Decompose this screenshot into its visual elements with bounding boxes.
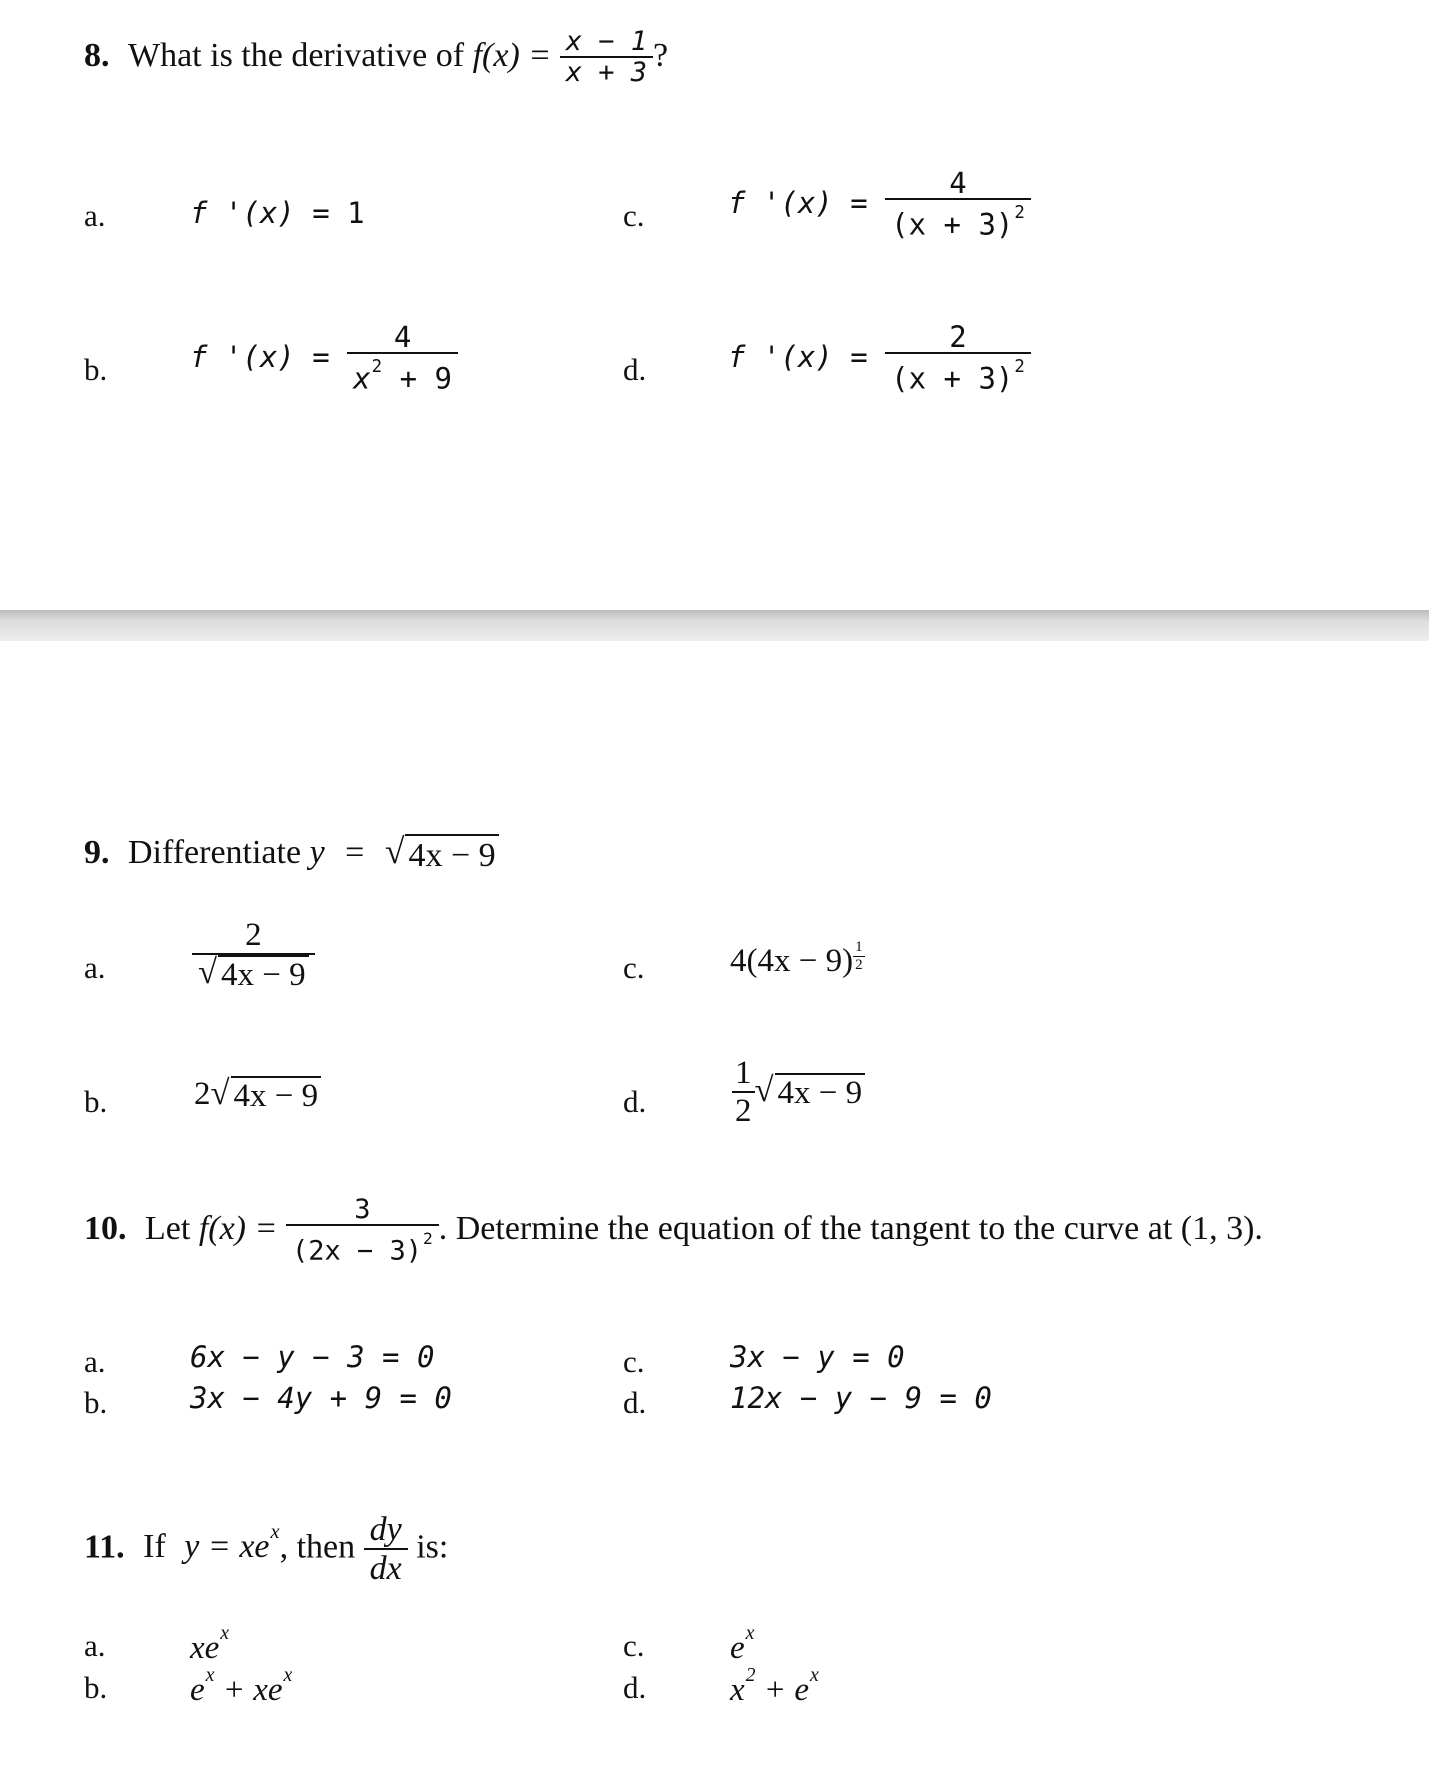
function-fraction xyxy=(560,28,653,88)
option-expression: 4(4x − 9) xyxy=(730,943,854,979)
option-11d[interactable]: $x^2 + e^x$ xyxy=(730,1664,819,1708)
radical-icon: √ xyxy=(210,1074,230,1112)
radicand: 4x − 9 xyxy=(405,834,498,875)
option-label-10c: c. xyxy=(623,1344,645,1379)
question-number: 10. xyxy=(84,1210,127,1247)
question-8 xyxy=(84,28,668,88)
option-fraction xyxy=(885,322,1031,396)
option-8c[interactable] xyxy=(728,168,1031,242)
square-root xyxy=(384,831,499,875)
fraction-numerator: x − 1 xyxy=(565,26,648,57)
option-10a[interactable]: 6x − y − 3 = 0 xyxy=(190,1340,435,1374)
question-prompt: Differentiate xyxy=(128,834,302,871)
option-coefficient: 2 xyxy=(194,1076,211,1112)
fraction-denominator: $(x + 3)^2$ xyxy=(885,198,1031,241)
option-fraction xyxy=(192,918,315,995)
option-8d[interactable] xyxy=(728,322,1031,396)
option-label-10b: b. xyxy=(84,1385,108,1420)
derivative-fraction xyxy=(364,1512,408,1587)
option-8b[interactable] xyxy=(190,322,458,396)
fraction-numerator: 2 xyxy=(949,320,967,354)
equals-sign: = xyxy=(345,834,365,871)
option-11c[interactable]: $e^x$ xyxy=(730,1622,755,1666)
question-11 xyxy=(84,1512,448,1587)
option-label-10d: d. xyxy=(623,1385,647,1420)
option-label-11b: b. xyxy=(84,1670,108,1705)
fraction-denominator: 2 xyxy=(732,1091,755,1129)
option-label-8a: a. xyxy=(84,198,106,233)
radical-icon: √ xyxy=(198,952,218,991)
option-9b[interactable] xyxy=(194,1076,321,1116)
option-lhs: f '(x) = xyxy=(728,185,868,220)
option-label-8c: c. xyxy=(623,198,645,233)
radical-icon: √ xyxy=(384,831,405,871)
radicand: 4x − 9 xyxy=(775,1073,866,1113)
option-9a[interactable] xyxy=(192,918,315,995)
fraction-numerator: 2 xyxy=(245,917,262,953)
square-root xyxy=(198,952,309,995)
option-fraction xyxy=(885,168,1031,242)
question-prompt-pre: Let xyxy=(145,1210,191,1247)
option-9d[interactable] xyxy=(732,1056,865,1129)
question-9 xyxy=(84,831,499,875)
option-label-8d: d. xyxy=(623,352,647,387)
radicand: 4x − 9 xyxy=(231,1076,322,1116)
fraction-denominator: $(x + 3)^2$ xyxy=(885,352,1031,395)
option-10b[interactable]: 3x − 4y + 9 = 0 xyxy=(190,1381,452,1415)
fraction-denominator: x + 3 xyxy=(560,56,653,88)
option-10d[interactable]: 12x − y − 9 = 0 xyxy=(730,1381,992,1415)
question-number: 11. xyxy=(84,1528,125,1566)
option-10c[interactable]: 3x − y = 0 xyxy=(730,1340,905,1374)
fractional-exponent: $\frac{1}{2}$ xyxy=(855,939,863,973)
option-label-11d: d. xyxy=(623,1670,647,1705)
option-9c[interactable] xyxy=(730,940,865,980)
option-lhs: f '(x) = xyxy=(190,196,330,230)
fraction-denominator xyxy=(192,953,315,995)
square-root xyxy=(211,1076,322,1116)
option-label-11a: a. xyxy=(84,1628,106,1663)
question-number: 9. xyxy=(84,834,110,871)
square-root xyxy=(754,1070,866,1113)
question-prompt: What is the derivative of xyxy=(128,36,465,74)
fraction-numerator: 4 xyxy=(393,320,412,354)
question-prompt-pre: If xyxy=(143,1528,166,1566)
option-label-11c: c. xyxy=(623,1628,645,1663)
page-divider xyxy=(0,610,1429,641)
option-label-8b: b. xyxy=(84,352,108,387)
fraction-numerator: 1 xyxy=(735,1055,752,1091)
function-lhs: f(x) = xyxy=(198,1210,278,1247)
option-rhs: 1 xyxy=(347,196,365,230)
question-prompt-post: . Determine the equation of the tangent to the curve at (1, 3). xyxy=(438,1210,1263,1247)
option-fraction xyxy=(347,322,458,396)
option-label-10a: a. xyxy=(84,1344,106,1379)
function-lhs: f(x) = xyxy=(472,36,552,74)
radicand: 4x − 9 xyxy=(218,955,309,995)
function-fraction xyxy=(286,1196,439,1266)
question-mark: ? xyxy=(653,36,669,74)
option-11b[interactable]: $e^x + xe^x$ xyxy=(190,1664,293,1708)
equation: $y = xe^x$ xyxy=(184,1520,280,1566)
option-fraction xyxy=(732,1056,755,1129)
fraction-denominator: $(2x - 3)^2$ xyxy=(286,1224,439,1266)
option-lhs: f '(x) = xyxy=(728,339,868,374)
question-prompt-post: is: xyxy=(416,1528,449,1566)
option-8a[interactable] xyxy=(190,196,365,230)
then-text: , then xyxy=(279,1528,356,1566)
fraction-numerator: dy xyxy=(369,1511,402,1548)
question-10 xyxy=(84,1196,1263,1266)
question-number: 8. xyxy=(84,36,110,74)
option-label-9c: c. xyxy=(623,950,645,985)
option-11a[interactable]: $xe^x$ xyxy=(190,1622,230,1666)
option-label-9a: a. xyxy=(84,950,106,985)
equation-lhs: y xyxy=(309,834,325,871)
option-lhs: f '(x) = xyxy=(190,339,330,374)
fraction-numerator: 3 xyxy=(354,1194,371,1225)
fraction-numerator: 4 xyxy=(949,166,967,200)
fraction-denominator: $x^2 + 9$ xyxy=(347,352,458,395)
radical-icon: √ xyxy=(754,1070,774,1109)
fraction-denominator: dx xyxy=(364,1548,408,1587)
option-label-9b: b. xyxy=(84,1084,108,1119)
option-label-9d: d. xyxy=(623,1084,647,1119)
